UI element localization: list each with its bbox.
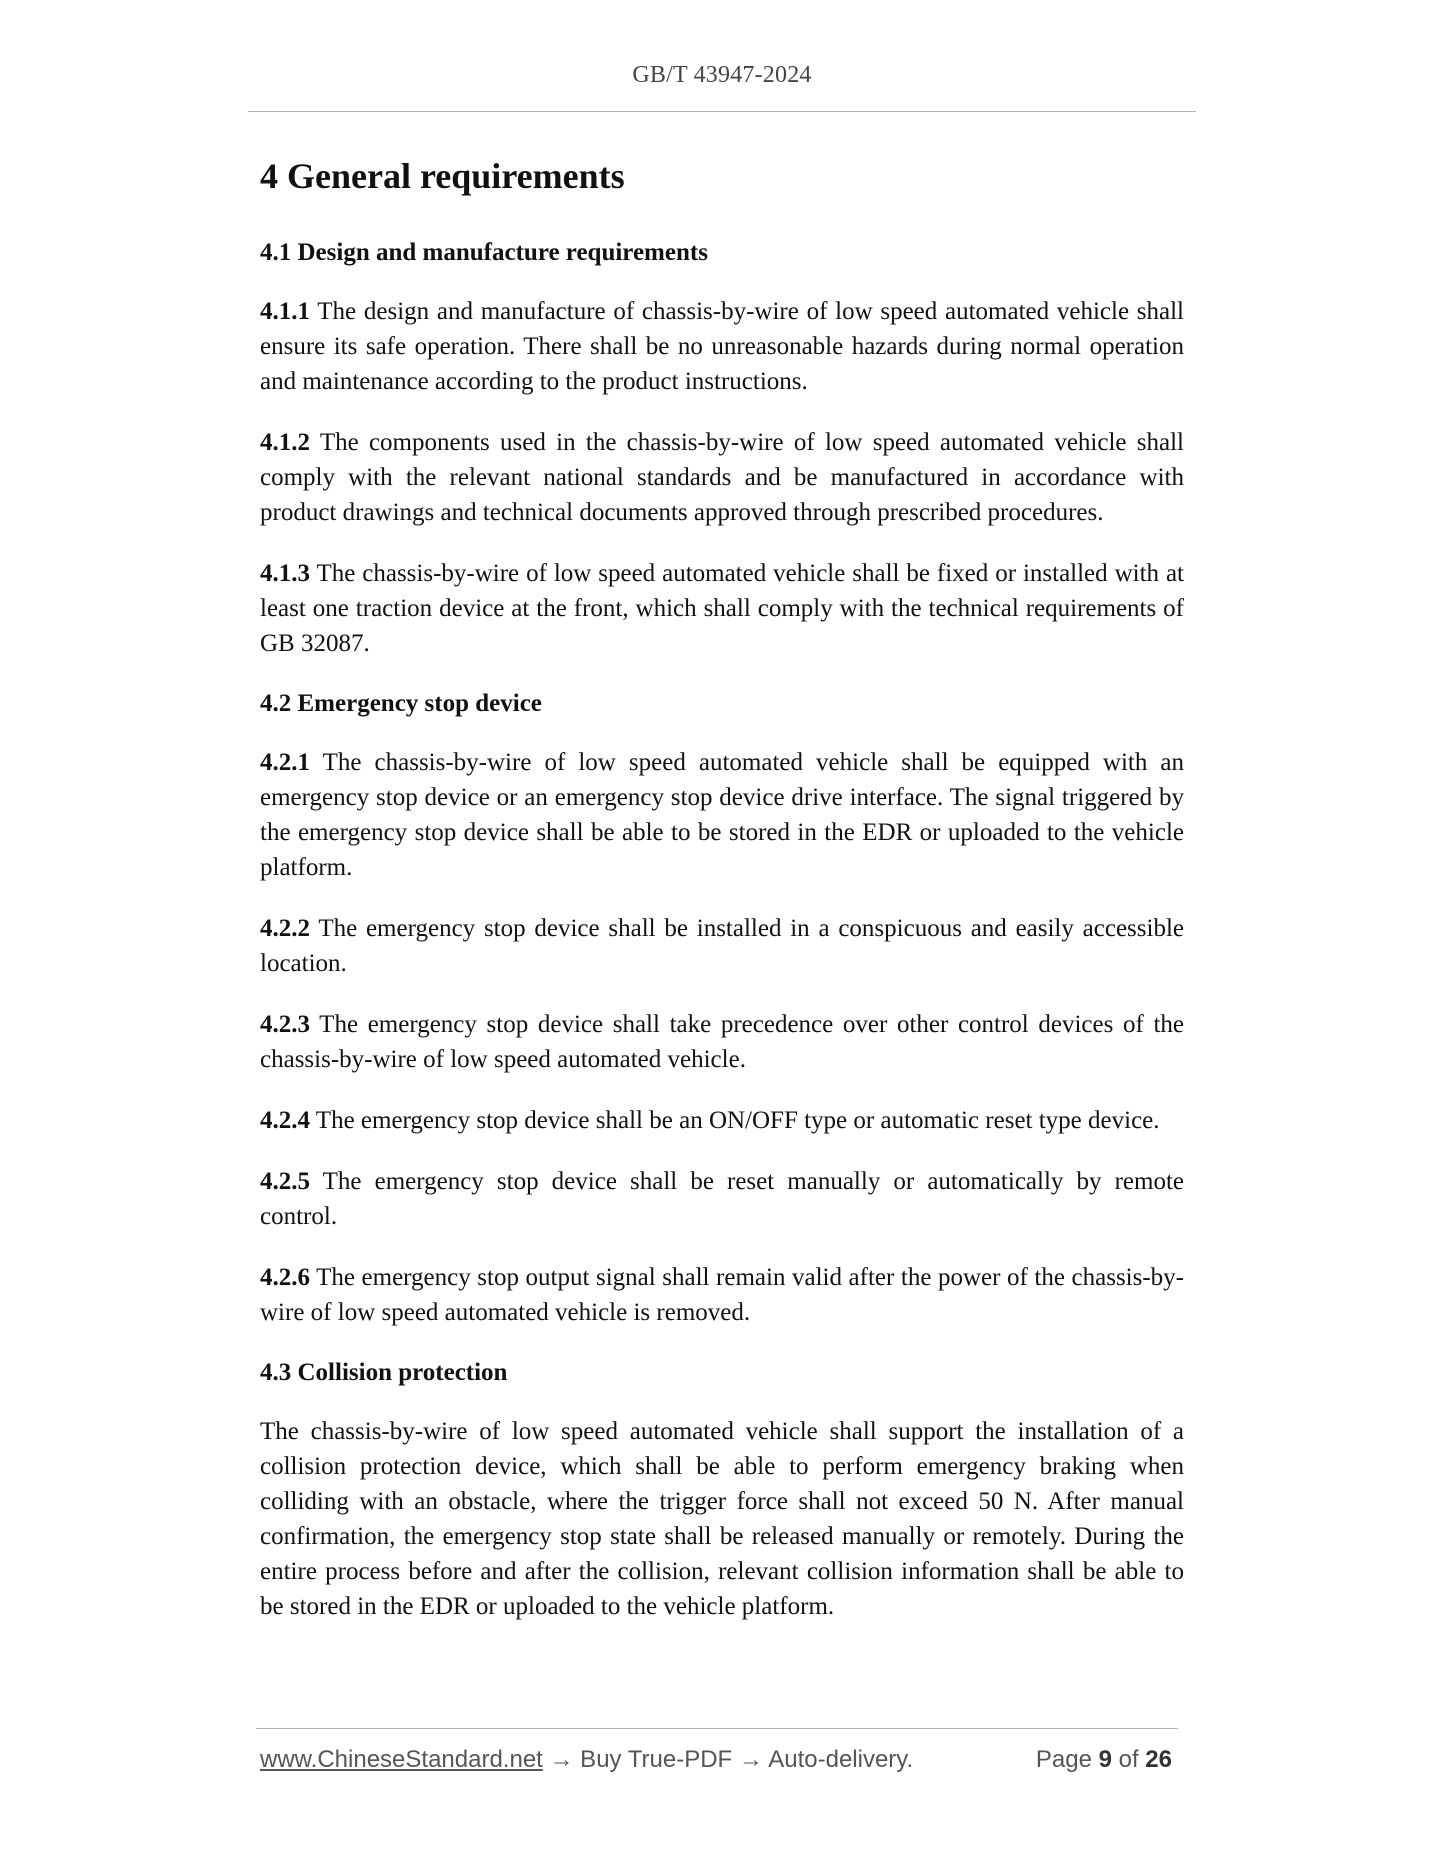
clause-4-2-3 xyxy=(260,1007,1184,1077)
clause-text: The components used in the chassis-by-wire of low speed automated vehicle shall comply with the relevant national standards and be manufactured in accordance with product drawings and technical documents approved through prescribed procedures. xyxy=(260,429,1184,526)
clause-4-1-3 xyxy=(260,556,1184,661)
document-header: GB/T 43947-2024 xyxy=(632,62,812,88)
subsection-heading-4-3: 4.3 Collision protection xyxy=(260,1359,508,1386)
clause-number: 4.2.5 xyxy=(260,1168,310,1195)
page-total: 26 xyxy=(1145,1746,1172,1773)
clause-text: The emergency stop device shall take precedence over other control devices of the chassis-by-wire of low speed automated vehicle. xyxy=(260,1011,1184,1073)
clause-number: 4.1.3 xyxy=(260,560,310,587)
page-content xyxy=(260,154,1184,1650)
footer-divider xyxy=(256,1728,1178,1729)
subsection-heading-4-1: 4.1 Design and manufacture requirements xyxy=(260,239,708,266)
clause-4-2-2 xyxy=(260,911,1184,981)
clause-number: 4.2.6 xyxy=(260,1264,310,1291)
clause-4-2-6 xyxy=(260,1260,1184,1330)
clause-text: The design and manufacture of chassis-by-wire of low speed automated vehicle shall ensure its safe operation. There shall be no unreasonable hazards during normal operation and maintenance according to the product instructions. xyxy=(260,298,1184,395)
clause-4-2-5 xyxy=(260,1164,1184,1234)
section-title: 4 General requirements xyxy=(260,156,625,196)
page-indicator xyxy=(1036,1746,1172,1774)
clause-number: 4.2.1 xyxy=(260,749,310,776)
subsection-heading-4-2: 4.2 Emergency stop device xyxy=(260,690,542,717)
page-label: Page xyxy=(1035,1746,1099,1773)
page-number: 9 xyxy=(1098,1746,1112,1773)
clause-text: The emergency stop device shall be reset manually or automatically by remote control. xyxy=(260,1168,1184,1230)
clause-number: 4.2.2 xyxy=(260,915,310,942)
clause-4-2-1 xyxy=(260,745,1184,885)
clause-text: The chassis-by-wire of low speed automated vehicle shall be fixed or installed with at least one traction device at the front, which shall comply with the technical requirements of GB 32087. xyxy=(260,560,1184,657)
header-divider xyxy=(248,111,1196,112)
website-link[interactable]: www.ChineseStandard.net xyxy=(260,1746,543,1773)
clause-4-1-2 xyxy=(260,425,1184,530)
clause-text: The chassis-by-wire of low speed automated vehicle shall be equipped with an emergency stop device or an emergency stop device drive interface. The signal triggered by the emergency stop device shall be able to be stored in the EDR or uploaded to the vehicle platform. xyxy=(260,749,1184,881)
clause-4-3-body: The chassis-by-wire of low speed automated vehicle shall support the installation of a collision protection device, which shall be able to perform emergency braking when colliding with an obstacle, where the trigger force shall not exceed 50 N. After manual confirmation, the emergency stop state shall be released manually or remotely. During the entire process before and after the collision, relevant collision information shall be able to be stored in the EDR or uploaded to the vehicle platform. xyxy=(260,1418,1184,1620)
page-footer xyxy=(260,1746,1172,1774)
clause-number: 4.2.3 xyxy=(260,1011,310,1038)
clause-number: 4.1.1 xyxy=(260,298,310,325)
clause-4-1-1 xyxy=(260,294,1184,399)
clause-number: 4.1.2 xyxy=(260,429,310,456)
clause-text: The emergency stop device shall be installed in a conspicuous and easily accessible location. xyxy=(260,915,1184,977)
of-label: of xyxy=(1111,1746,1146,1773)
clause-number: 4.2.4 xyxy=(260,1107,310,1134)
footer-promo-text: → Buy True-PDF → Auto-delivery. xyxy=(542,1746,914,1773)
clause-4-2-4 xyxy=(260,1103,1184,1138)
clause-text: The emergency stop output signal shall remain valid after the power of the chassis-by-wire of low speed automated vehicle is removed. xyxy=(260,1264,1184,1326)
footer-promo xyxy=(260,1746,913,1773)
clause-text: The emergency stop device shall be an ON/OFF type or automatic reset type device. xyxy=(310,1107,1160,1134)
